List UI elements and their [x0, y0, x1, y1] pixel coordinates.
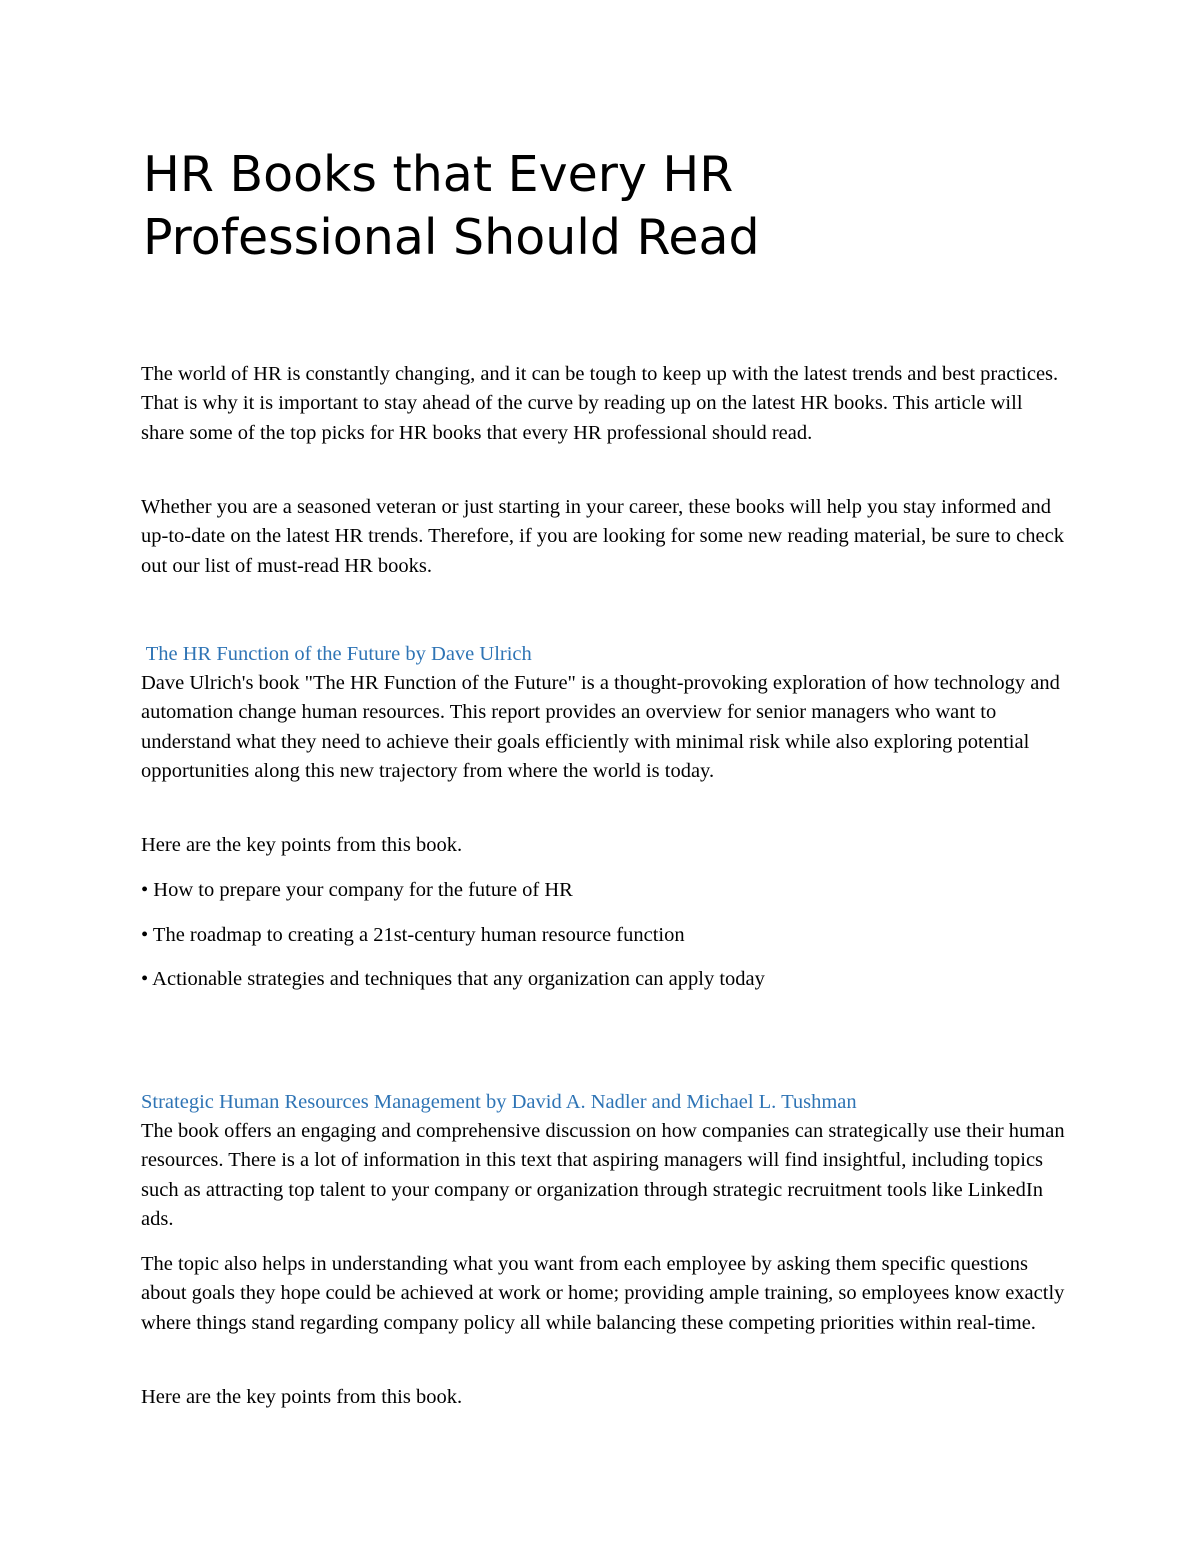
section-1-bullet-1: • How to prepare your company for the future of HR: [141, 879, 573, 901]
page-title: HR Books that Every HR Professional Should Read: [143, 146, 760, 266]
section-1-bullet-3: • Actionable strategies and techniques that any organization can apply today: [141, 968, 765, 990]
section-2-paragraph-2: The topic also helps in understanding what you want from each employee by asking them specific questions about goals they hope could be achieved at work or home; providing ample training, so employees know exactly where things stand regarding company policy all while balancing these competing priorities within real-time.: [141, 1253, 1065, 1334]
section-1-bullet-2: • The roadmap to creating a 21st-century human resource function: [141, 924, 685, 946]
intro-paragraph-2: Whether you are a seasoned veteran or just starting in your career, these books will help you stay informed and up-to-date on the latest HR trends. Therefore, if you are looking for some new reading material, be sure to check out our list of must-read HR books.: [141, 496, 1064, 577]
section-1-paragraph-1: Dave Ulrich's book "The HR Function of the Future" is a thought-provoking exploration of how technology and automation change human resources. This report provides an overview for senior managers who want to understand what they need to achieve their goals efficiently with minimal risk while also exploring potential opportunities along this new trajectory from where the world is today.: [141, 672, 1060, 782]
section-2-heading: [141, 1088, 1066, 1117]
section-2-paragraph-3: Here are the key points from this book.: [141, 1386, 463, 1408]
intro-paragraph-1: The world of HR is constantly changing, and it can be tough to keep up with the latest trends and best practices. That is why it is important to stay ahead of the curve by reading up on the latest HR books. This article will share some of the top picks for HR books that every HR professional should read.: [141, 363, 1059, 444]
section-1-heading: [141, 640, 1066, 669]
section-1-paragraph-2: Here are the key points from this book.: [141, 834, 463, 856]
section-2-paragraph-1: The book offers an engaging and comprehensive discussion on how companies can strategically use their human resources. There is a lot of information in this text that aspiring managers will find insightful, including topics such as attracting top talent to your company or organization through strategic recruitment tools like LinkedIn ads.: [141, 1120, 1065, 1230]
section-2-heading-text: Strategic Human Resources Management by David A. Nadler and Michael L. Tushman: [141, 1091, 857, 1113]
section-1-heading-text: The HR Function of the Future by Dave Ulrich: [141, 643, 532, 665]
